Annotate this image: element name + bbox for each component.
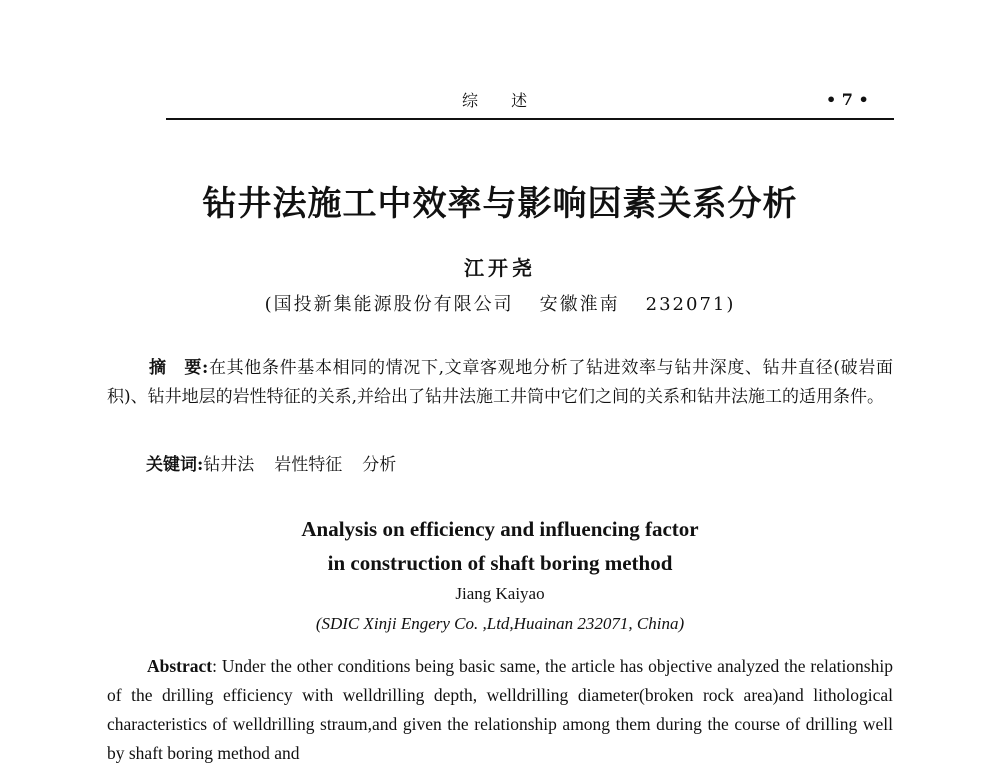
keywords-cn-label: 关键词: bbox=[146, 455, 204, 475]
running-header-section: 综 述 bbox=[462, 91, 542, 110]
author-en: Jiang Kaiyao bbox=[455, 584, 545, 603]
title-en-line-1: Analysis on efficiency and influencing factor bbox=[301, 517, 699, 541]
header-rule bbox=[166, 118, 894, 120]
affiliation-en: (SDIC Xinji Engery Co. ,Ltd,Huainan 232071, China) bbox=[315, 614, 685, 633]
abstract-en-separator: : bbox=[212, 656, 222, 676]
affiliation-postcode: 232071) bbox=[645, 294, 736, 315]
abstract-cn-text: 在其他条件基本相同的情况下,文章客观地分析了钻进效率与钻井深度、钻井直径(破岩面积)、钻井地层的岩性特征的关系,并给出了钻井法施工井筒中它们之间的关系和钻井法施工的适用条件。 bbox=[107, 358, 893, 407]
affiliation-org: (国投新集能源股份有限公司 bbox=[264, 294, 514, 315]
title-en-line-2: in construction of shaft boring method bbox=[327, 551, 673, 575]
abstract-en bbox=[107, 652, 893, 768]
keyword-item: 岩性特征 bbox=[274, 455, 343, 475]
keywords-cn bbox=[146, 450, 396, 475]
affiliation-location: 安徽淮南 bbox=[539, 294, 620, 315]
author-cn: 江开尧 bbox=[464, 256, 536, 280]
abstract-en-label: Abstract bbox=[147, 656, 213, 676]
affiliation-cn bbox=[0, 290, 1000, 316]
abstract-cn-label: 摘 要: bbox=[149, 358, 209, 378]
abstract-cn bbox=[107, 354, 893, 412]
page-number: • 7 • bbox=[826, 90, 869, 109]
abstract-en-text: Under the other conditions being basic same, the article has objective analyzed the relationship of the drilling efficiency with welldrilling depth, welldrilling diameter(broken rock area)and lithological characteristics of welldrilling straum,and given the relationship among them during the course of drilling well by shaft boring method and bbox=[107, 656, 893, 763]
keyword-item: 分析 bbox=[362, 455, 397, 475]
article-title-cn: 钻井法施工中效率与影响因素关系分析 bbox=[202, 184, 798, 224]
keyword-item: 钻井法 bbox=[203, 455, 255, 475]
article-title-en bbox=[0, 512, 1000, 580]
